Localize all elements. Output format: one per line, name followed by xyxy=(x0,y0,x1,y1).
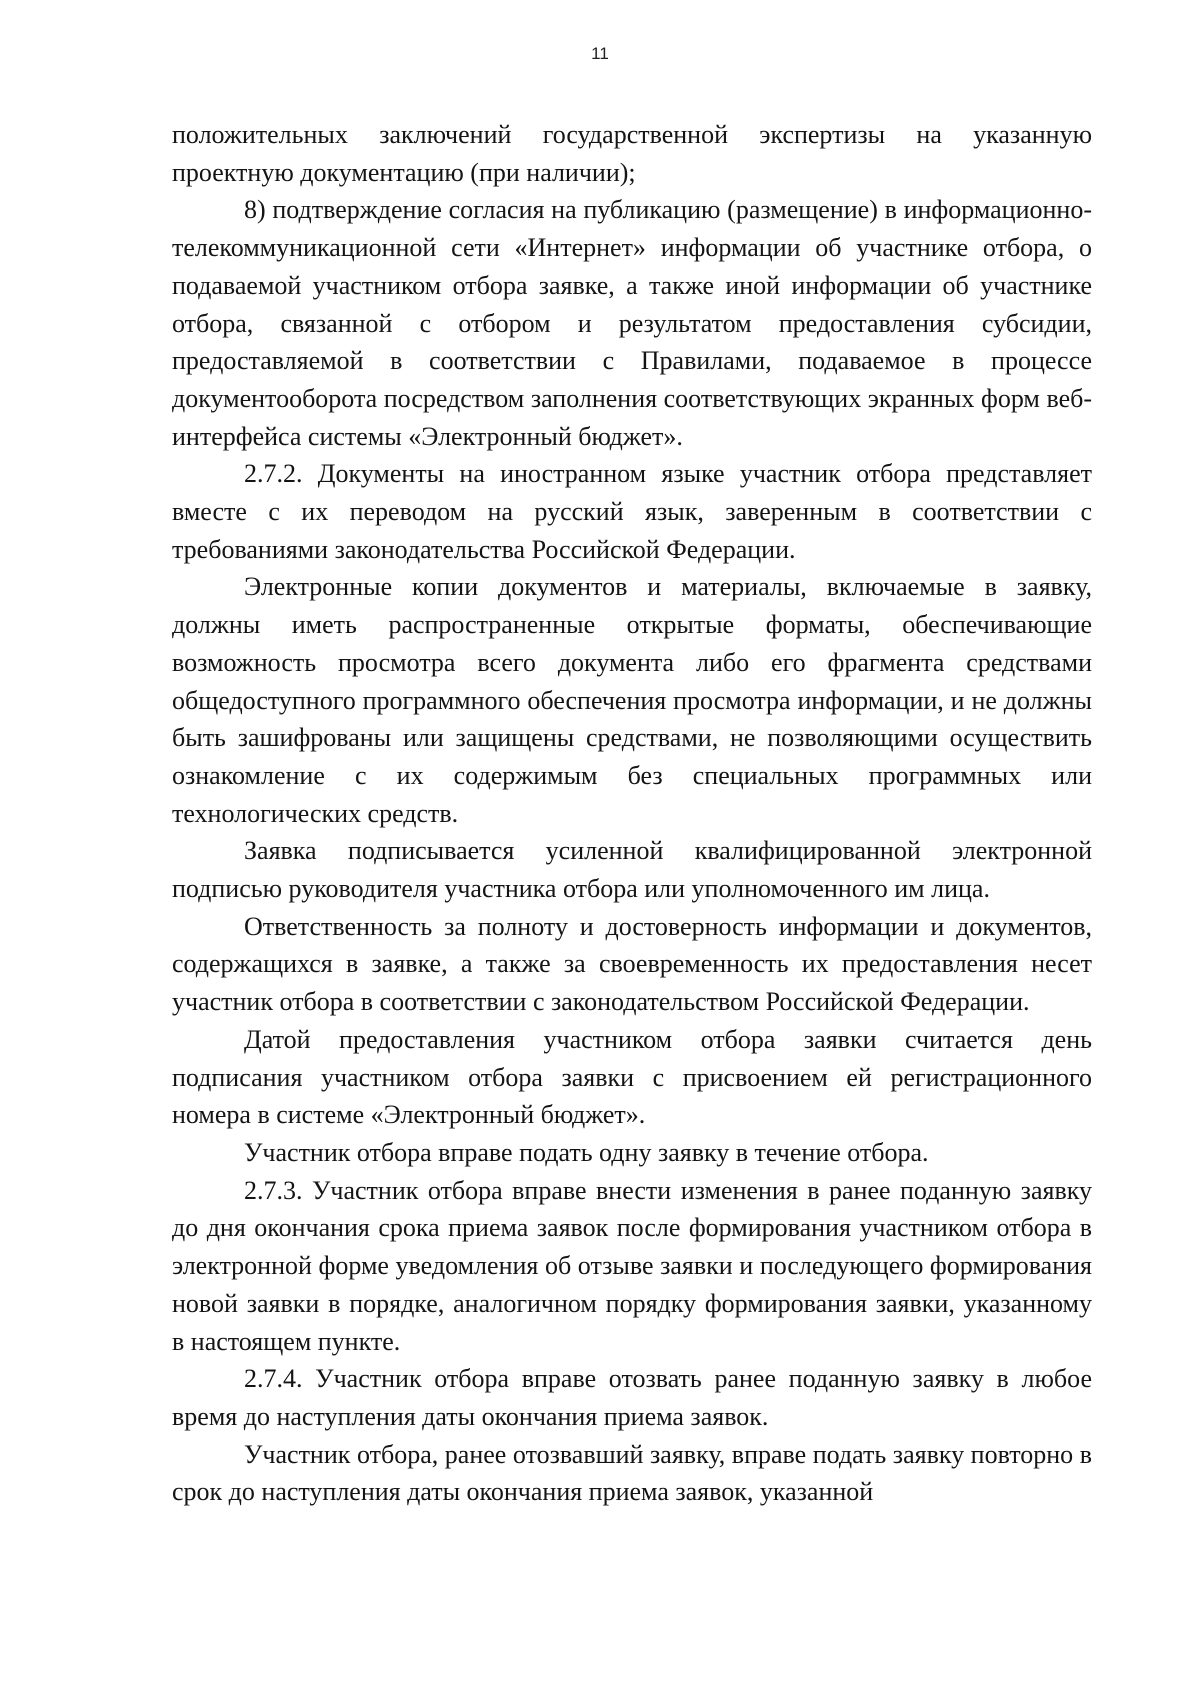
paragraph-2-7-2-foreign-documents: 2.7.2. Документы на иностранном языке участник отбора представляет вместе с их переводом на русский язык, заверенным в соответствии с требованиями законодательства Российской Федерации. xyxy=(172,459,1092,564)
paragraph-one-application: Участник отбора вправе подать одну заявку в течение отбора. xyxy=(244,1137,929,1167)
paragraph-resubmission: Участник отбора, ранее отозвавший заявку, вправе подать заявку повторно в срок до наступления даты окончания приема заявок, указанной xyxy=(172,1439,1092,1507)
paragraph-expertise-conclusions: положительных заключений государственной экспертизы на указанную проектную документацию (при наличии); xyxy=(172,120,1092,187)
paragraph-submission-date: Датой предоставления участником отбора заявки считается день подписания участником отбора заявки с присвоением ей регистрационного номера в системе «Электронный бюджет». xyxy=(172,1024,1092,1130)
paragraph-electronic-copies: Электронные копии документов и материалы, включаемые в заявку, должны иметь распространенные открытые форматы, обеспечивающие возможность просмотра всего документа либо его фрагмента средствами общедоступного программного обеспечения просмотра информации, и не должны быть зашифрованы или защищены средствами, не позволяющими осуществить ознакомление с их содержимым без специальных программных или технологических средств. xyxy=(172,572,1092,828)
paragraph-signature: Заявка подписывается усиленной квалифицированной электронной подписью руководителя участника отбора или уполномоченного им лица. xyxy=(172,836,1092,904)
paragraph-item-8-publication-consent: 8) подтверждение согласия на публикацию (размещение) в информационно-телекоммуникационной сети «Интернет» информации об участнике отбора, о подаваемой участником отбора заявке, а также иной информации об участнике отбора, связанной с отбором и результатом предоставления субсидии, предоставляемой в соответствии с Правилами, подаваемое в процессе документооборота посредством заполнения соответствующих экранных форм веб-интерфейса системы «Электронный бюджет». xyxy=(172,195,1092,451)
paragraph-responsibility: Ответственность за полноту и достоверность информации и документов, содержащихся в заявке, а также за своевременность их предоставления несет участник отбора в соответствии с законодательством Российской Федерации. xyxy=(172,911,1092,1017)
document-body xyxy=(172,116,1092,1511)
paragraph-2-7-3-amendments: 2.7.3. Участник отбора вправе внести изменения в ранее поданную заявку до дня окончания срока приема заявок после формирования участником отбора в электронной форме уведомления об отзыве заявки и последующего формирования новой заявки в порядке, аналогичном порядку формирования заявки, указанному в настоящем пункте. xyxy=(172,1175,1092,1356)
page-number: 11 xyxy=(591,44,609,63)
paragraph-2-7-4-withdrawal: 2.7.4. Участник отбора вправе отозвать ранее поданную заявку в любое время до наступления даты окончания приема заявок. xyxy=(172,1364,1092,1431)
